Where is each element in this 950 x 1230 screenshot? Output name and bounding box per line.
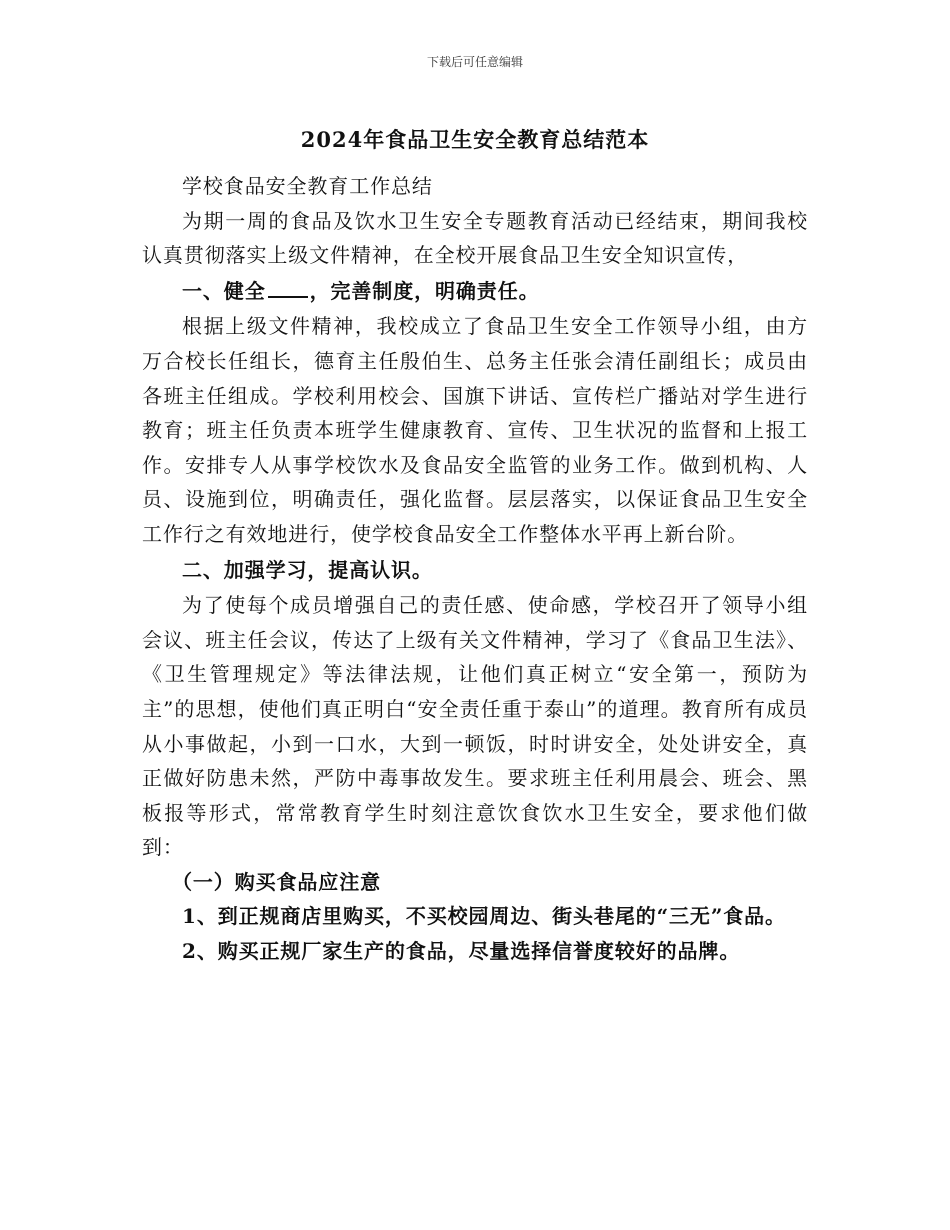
subsection-heading-1: （一）购买食品应注意 <box>172 869 381 894</box>
document-title: 2024年食品卫生安全教育总结范本 <box>300 127 650 152</box>
section-heading-1-suffix: ，完善制度，明确责任。 <box>309 278 540 303</box>
document-body <box>142 169 808 969</box>
fill-in-blank <box>268 278 308 298</box>
section-heading-2: 二、加强学习，提高认识。 <box>182 557 433 582</box>
paragraph-subtitle: 学校食品安全教育工作总结 <box>182 174 433 198</box>
header-note: 下载后可任意编辑 <box>426 55 523 69</box>
paragraph-intro: 为期一周的食品及饮水卫生安全专题教育活动已经结束，期间我校认真贯彻落实上级文件精神，在全校开展食品卫生安全知识宣传， <box>142 208 808 268</box>
section-heading-1 <box>142 274 808 309</box>
paragraph-section-1: 根据上级文件精神，我校成立了食品卫生安全工作领导小组，由方万合校长任组长，德育主任殷伯生、总务主任张会清任副组长；成员由各班主任组成。学校利用校会、国旗下讲话、宣传栏广播站对学生进行教育；班主任负责本班学生健康教育、宣传、卫生状况的监督和上报工作。安排专人从事学校饮水及食品安全监管的业务工作。做到机构、人员、设施到位，明确责任，强化监督。层层落实，以保证食品卫生安全工作行之有效地进行，使学校食品安全工作整体水平再上新台阶。 <box>142 314 808 546</box>
section-heading-1-prefix: 一、健全 <box>182 278 266 303</box>
list-item-1: 1、到正规商店里购买，不买校园周边、街头巷尾的“三无”食品。 <box>182 904 786 929</box>
paragraph-section-2: 为了使每个成员增强自己的责任感、使命感，学校召开了领导小组会议、班主任会议，传达了上级有关文件精神，学习了《食品卫生法》、《卫生管理规定》等法律法规，让他们真正树立“安全第一，预防为主”的思想，使他们真正明白“安全责任重于泰山”的道理。教育所有成员从小事做起，小到一口水，大到一顿饭，时时讲安全，处处讲安全，真正做好防患未然，严防中毒事故发生。要求班主任利用晨会、班会、黑板报等形式，常常教育学生时刻注意饮食饮水卫生安全，要求他们做到： <box>142 593 808 860</box>
list-item-2: 2、购买正规厂家生产的食品，尽量选择信誉度较好的品牌。 <box>182 939 741 964</box>
